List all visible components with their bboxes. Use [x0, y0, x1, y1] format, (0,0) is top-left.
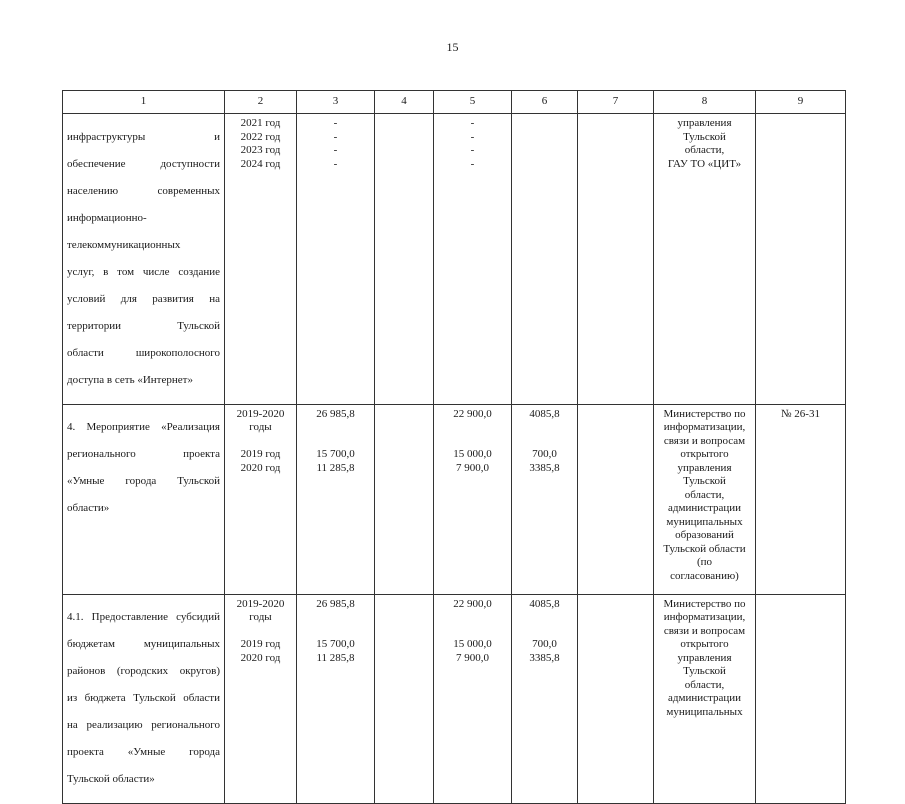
description-line: телекоммуникационных [67, 238, 181, 251]
table-row [63, 114, 846, 405]
header-col-4: 4 [375, 91, 434, 114]
description-cell [63, 114, 225, 405]
col5-cell: 22 900,0 15 000,0 7 900,0 [453, 407, 492, 474]
description-line: обеспечение доступности [67, 157, 220, 170]
description-line: услуг, в том числе создание [67, 265, 220, 278]
description-line: «Умные города Тульской [67, 475, 220, 487]
col4-cell [375, 405, 433, 411]
description-line: Тульской области» [67, 773, 155, 785]
description-line: условий для развития на [67, 292, 220, 305]
indicator-cell [756, 595, 845, 601]
indicator-cell: № 26-31 [781, 407, 820, 420]
header-col-9: 9 [756, 91, 846, 114]
description-line: регионального проекта [67, 448, 220, 460]
col4-cell [375, 114, 433, 120]
description-line: 4. Мероприятие «Реализация [67, 421, 220, 433]
period-cell: 2019-2020 годы 2019 год 2020 год [236, 597, 285, 664]
description-line: доступа в сеть «Интернет» [67, 373, 193, 386]
header-col-3: 3 [297, 91, 375, 114]
col6-cell: 4085,8 700,0 3385,8 [529, 597, 560, 664]
program-table [62, 90, 846, 804]
description-line: области» [67, 502, 110, 514]
description-cell [63, 594, 225, 804]
executor-cell: управления Тульской области, ГАУ ТО «ЦИТ» [667, 117, 742, 170]
description-line: информационно- [67, 211, 147, 224]
header-col-1: 1 [63, 91, 225, 114]
header-col-5: 5 [434, 91, 512, 114]
description-line: территории Тульской [67, 319, 220, 332]
header-col-7: 7 [578, 91, 654, 114]
description-line: проекта «Умные города [67, 746, 220, 758]
description-line: районов (городских округов) [67, 665, 220, 677]
executor-cell: Министерство по информатизации, связи и вопросам открытого управления Тульской области, администрации муниципальных [663, 597, 746, 718]
total-cell: 26 985,8 15 700,0 11 285,8 [316, 597, 355, 664]
description-line: населению современных [67, 184, 220, 197]
description-line: области широкополосного [67, 346, 220, 359]
col6-cell [512, 114, 577, 120]
table-row [63, 404, 846, 594]
indicator-cell [756, 114, 845, 120]
col4-cell [375, 595, 433, 601]
period-cell: 2019-2020 годы 2019 год 2020 год [236, 407, 285, 474]
description-line: инфраструктуры и [67, 130, 220, 143]
col5-cell: 22 900,0 15 000,0 7 900,0 [453, 597, 492, 664]
col5-cell: - - - - [470, 117, 475, 170]
header-row [63, 91, 846, 114]
description-line: из бюджета Тульской области [67, 692, 220, 704]
header-col-8: 8 [654, 91, 756, 114]
description-cell [63, 404, 225, 594]
header-col-6: 6 [512, 91, 578, 114]
total-cell: - - - - [333, 117, 338, 170]
period-cell: 2021 год 2022 год 2023 год 2024 год [240, 117, 281, 170]
description-line: на реализацию регионального [67, 719, 220, 731]
description-line: бюджетам муниципальных [67, 638, 220, 650]
description-line: 4.1. Предоставление субсидий [67, 611, 220, 623]
col7-cell [578, 595, 653, 601]
col7-cell [578, 405, 653, 411]
total-cell: 26 985,8 15 700,0 11 285,8 [316, 407, 355, 474]
executor-cell: Министерство по информатизации, связи и вопросам открытого управления Тульской области, администрации муниципальных образований Тульской области (по согласованию) [663, 407, 746, 582]
table-row [63, 594, 846, 804]
page-number: 15 [446, 40, 459, 54]
col6-cell: 4085,8 700,0 3385,8 [529, 407, 560, 474]
header-col-2: 2 [225, 91, 297, 114]
col7-cell [578, 114, 653, 120]
